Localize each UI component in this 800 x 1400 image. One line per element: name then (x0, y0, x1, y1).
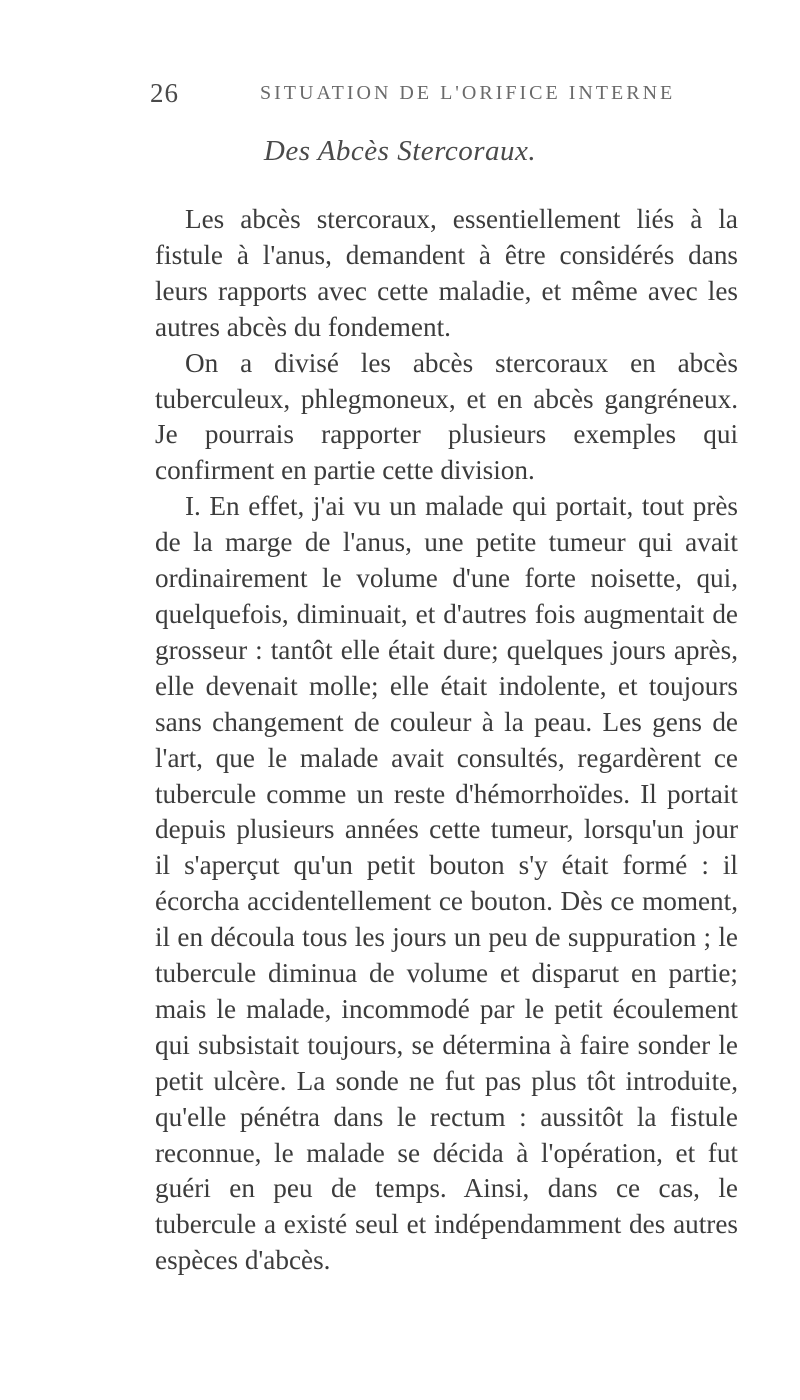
page-number: 26 (150, 78, 179, 108)
paragraph-3: I. En effet, j'ai vu un malade qui portait, tout près de la marge de l'anus, une petite tumeur qui avait ordinairement le volume d'une forte noisette, qui, quelquefois, diminuait, et d'autres fois augmentait de grosseur : tantôt elle était dure; quelques jours après, elle devenait molle; elle était indolente, et toujours sans changement de couleur à la peau. Les gens de l'art, que le malade avait consultés, regardèrent ce tubercule comme un reste d'hémorrhoïdes. Il portait depuis plusieurs années cette tumeur, lorsqu'un jour il s'aperçut qu'un petit bouton s'y était formé : il écorcha accidentellement ce bouton. Dès ce moment, il en découla tous les jours un peu de suppuration ; le tubercule diminua de volume et disparut en partie; mais le malade, incommodé par le petit écoulement qui subsistait toujours, se détermina à faire sonder le petit ulcère. La sonde ne fut pas plus tôt introduite, qu'elle pénétra dans le rectum : aussitôt la fistule reconnue, le malade se décida à l'opération, et fut guéri en peu de temps. Ainsi, dans ce cas, le tubercule a existé seul et indépendamment des autres espèces d'abcès. (155, 491, 738, 1276)
paragraph-2: On a divisé les abcès stercoraux en abcès tuberculeux, phlegmoneux, et en abcès gangréneux. Je pourrais rapporter plusieurs exemples qui confirment en partie cette division. (155, 347, 738, 486)
section-title: Des Abcès Stercoraux. (263, 135, 537, 167)
running-head (150, 78, 740, 112)
running-head-title: SITUATION DE L'ORIFICE INTERNE (260, 82, 676, 104)
paragraph-1: Les abcès stercoraux, essentiellement liés à la fistule à l'anus, demandent à être considérés dans leurs rapports avec cette maladie, et même avec les autres abcès du fondement. (155, 204, 738, 342)
body-text (155, 202, 738, 1279)
